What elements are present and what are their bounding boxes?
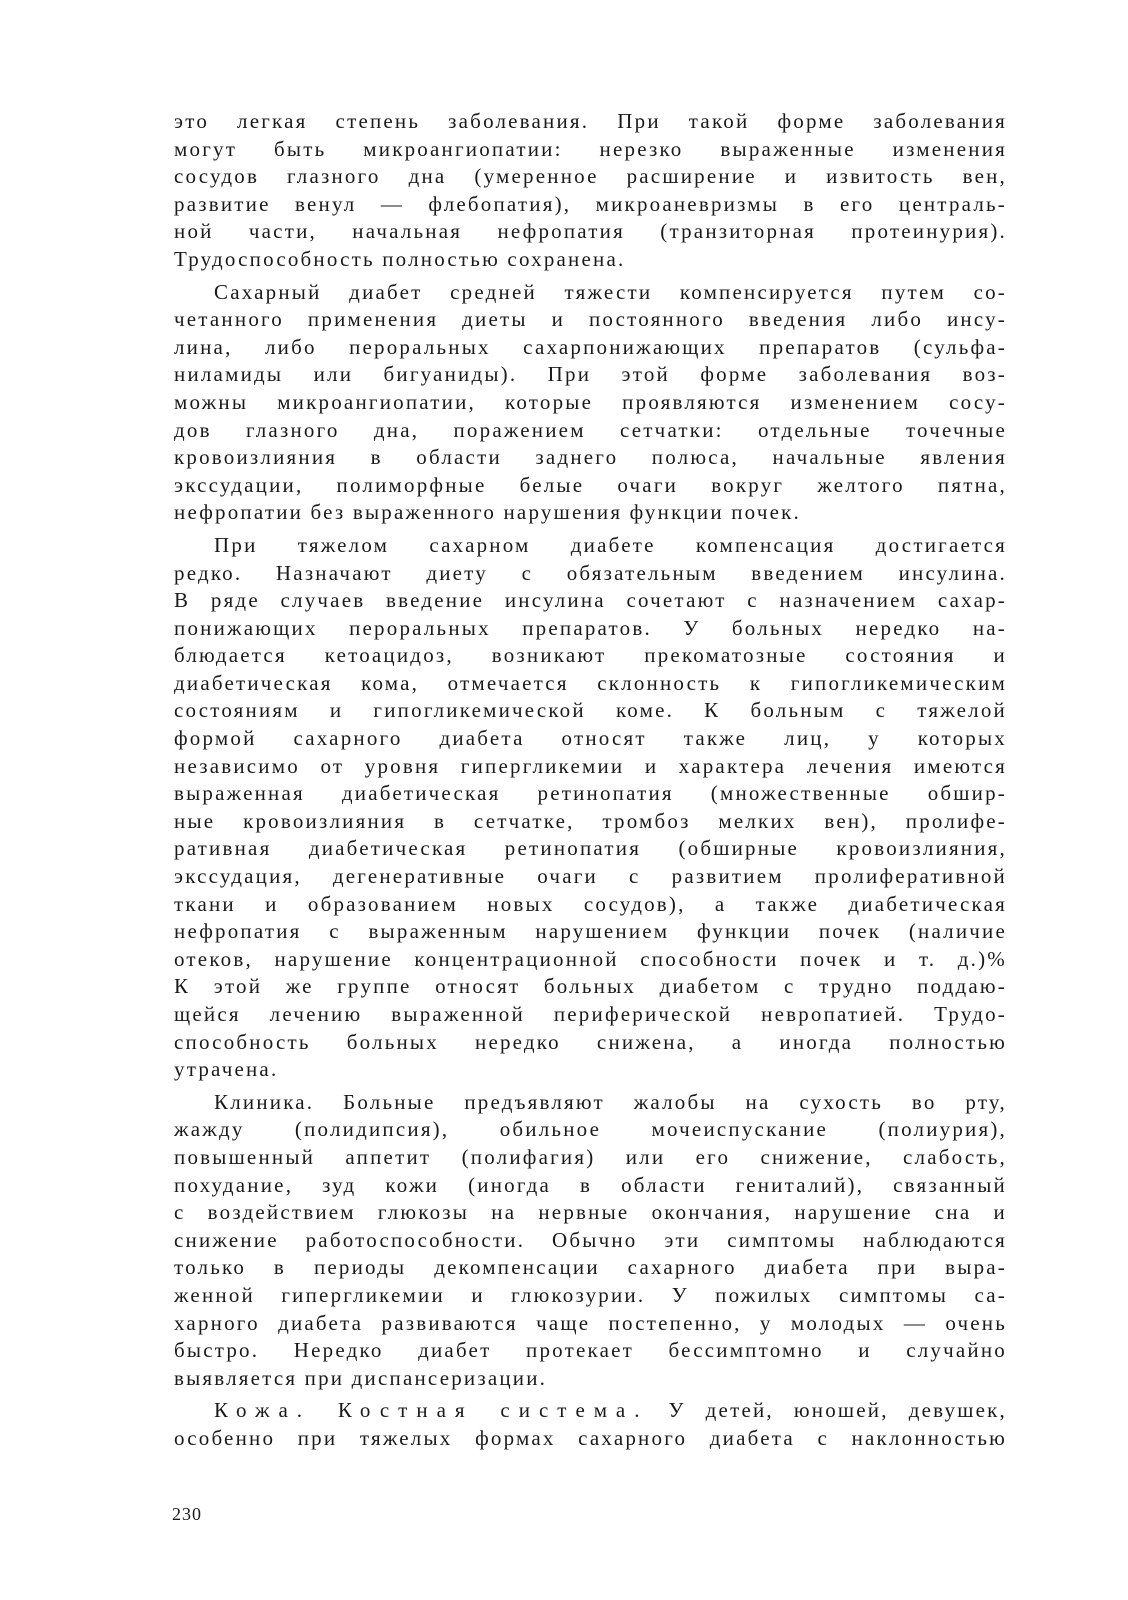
text-line: выраженная диабетическая ретинопатия (множественные обшир- (174, 781, 1007, 806)
text-line: Клиника. Больные предъявляют жалобы на сухость во рту, (214, 1089, 1007, 1114)
text-line: понижающих пероральных препаратов. У больных нередко на- (174, 615, 1007, 640)
text-line: Трудоспособность полностью сохранена. (174, 246, 626, 271)
text-line: с воздействием глюкозы на нервные окончания, нарушение сна и (174, 1200, 1007, 1225)
text-line: лина, либо пероральных сахарпонижающих препаратов (сульфа- (174, 334, 1007, 359)
text-line: Сахарный диабет средней тяжести компенсируется путем со- (214, 279, 1007, 304)
text-line: можны микроангиопатии, которые проявляются изменением сосу- (174, 389, 1007, 414)
text-line: быстро. Нередко диабет протекает бессимптомно и случайно (174, 1338, 1007, 1363)
text-line: женной гипергликемии и глюкозурии. У пожилых симптомы са- (174, 1282, 1007, 1307)
text-line: повышенный аппетит (полифагия) или его снижение, слабость, (174, 1144, 1007, 1169)
text-line: независимо от уровня гипергликемии и характера лечения имеются (174, 753, 1007, 778)
text-line: нефропатии без выраженного нарушения функции почек. (174, 500, 801, 525)
text-line: ративная диабетическая ретинопатия (обширные кровоизлияния, (174, 836, 1007, 861)
text-line: При тяжелом сахарном диабете компенсация достигается (214, 532, 1007, 557)
text-line: харного диабета развиваются чаще постепенно, у молодых — очень (174, 1310, 1007, 1335)
text-line: дов глазного дна, поражением сетчатки: отдельные точечные (174, 417, 1007, 442)
text-line: жажду (полидипсия), обильное мочеиспускание (полиурия), (174, 1117, 1007, 1142)
paragraph-mild-form (174, 108, 1007, 274)
text-line: снижение работоспособности. Обычно эти симптомы наблюдаются (174, 1227, 1007, 1252)
text-line: состояниям и гипогликемической коме. К больным с тяжелой (174, 698, 1007, 723)
section-heading: Кожа. Костная система. (214, 1398, 649, 1423)
text-line: особенно при тяжелых формах сахарного диабета с наклонностью (174, 1425, 1007, 1450)
text-line: выявляется при диспансеризации. (174, 1365, 548, 1390)
text-line: щейся лечению выраженной периферической невропатией. Трудо- (174, 1002, 1007, 1026)
paragraph-clinic (174, 1089, 1007, 1393)
text-line: это легкая степень заболевания. При такой форме заболевания (174, 109, 1007, 133)
text-line: ткани и образованием новых сосудов), а также диабетическая (174, 891, 1007, 916)
text-line: способность больных нередко снижена, а иногда полностью (174, 1029, 1007, 1054)
text-line: нефропатия с выраженным нарушением функции почек (наличие (174, 919, 1007, 944)
text-line: формой сахарного диабета относят также лиц, у которых (174, 726, 1007, 751)
text-line: К этой же группе относят больных диабетом с трудно поддаю- (174, 974, 1007, 999)
text-line: ной части, начальная нефропатия (транзиторная протеинурия). (174, 219, 1007, 244)
paragraph-severe-form (174, 532, 1007, 1084)
page-body (174, 108, 1007, 1458)
text-line: блюдается кетоацидоз, возникают прекоматозные состояния и (174, 643, 1007, 668)
text-line: только в периоды декомпенсации сахарного диабета при выра- (174, 1255, 1007, 1280)
text-line: утрачена. (174, 1057, 279, 1082)
text-line: ниламиды или бигуаниды). При этой форме заболевания воз- (174, 362, 1007, 387)
text-line (174, 1397, 1007, 1425)
text-fragment: У детей, юношей, девушек, (668, 1398, 1007, 1423)
text-line: развитие венул — флебопатия), микроаневризмы в его централь- (174, 191, 1007, 216)
text-line: кровоизлияния в области заднего полюса, начальные явления (174, 445, 1007, 470)
text-line: похудание, зуд кожи (иногда в области гениталий), связанный (174, 1172, 1007, 1197)
paragraph-skin-bones (174, 1397, 1007, 1452)
page-number: 230 (172, 1504, 202, 1524)
text-line: ные кровоизлияния в сетчатке, тромбоз мелких вен), пролифе- (174, 808, 1007, 833)
text-line: В ряде случаев введение инсулина сочетают с назначением сахар- (174, 588, 1007, 613)
text-line: четанного применения диеты и постоянного введения либо инсу- (174, 307, 1007, 332)
text-line: редко. Назначают диету с обязательным введением инсулина. (174, 560, 1007, 585)
text-line: могут быть микроангиопатии: нерезко выраженные изменения (174, 136, 1007, 161)
text-line: отеков, нарушение концентрационной способности почек и т. д.)% (174, 946, 1007, 971)
paragraph-moderate-form (174, 279, 1007, 527)
text-line: экссудации, полиморфные белые очаги вокруг желтого пятна, (174, 472, 1007, 497)
text-line: экссудация, дегенеративные очаги с развитием пролиферативной (174, 864, 1007, 889)
text-line: диабетическая кома, отмечается склонность к гипогликемическим (174, 670, 1007, 695)
text-line: сосудов глазного дна (умеренное расширение и извитость вен, (174, 164, 1007, 189)
